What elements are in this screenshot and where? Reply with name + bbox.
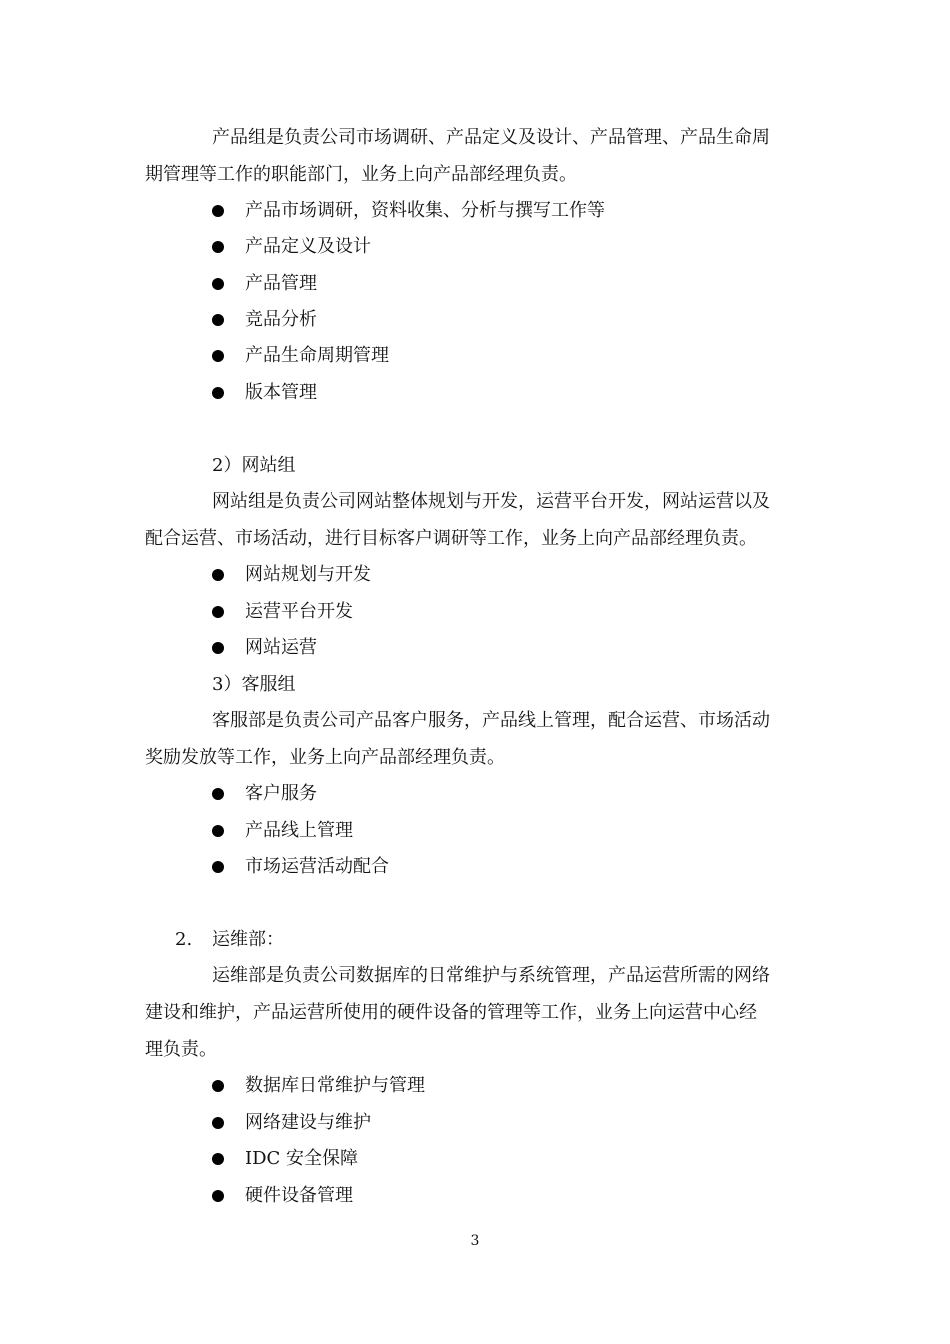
list-item: 运营平台开发 [212,600,353,624]
list-item: 竞品分析 [212,308,317,332]
list-item: 硬件设备管理 [212,1184,353,1208]
paragraph-line: 建设和维护，产品运营所使用的硬件设备的管理等工作，业务上向运营中心经 [145,1002,757,1023]
section-heading: 运维部： [212,929,284,950]
list-item: 产品管理 [212,272,317,296]
bullet-icon [212,606,224,618]
list-item: 产品定义及设计 [212,235,371,259]
paragraph-line: 运维部是负责公司数据库的日常维护与系统管理，产品运营所需的网络 [212,965,770,986]
paragraph-line: 客服部是负责公司产品客户服务，产品线上管理，配合运营、市场活动 [212,710,770,731]
bullet-icon [212,788,224,800]
section-number: 2. [175,929,193,950]
bullet-icon [212,241,224,253]
bullet-icon [212,1190,224,1202]
list-item: 网站运营 [212,636,317,660]
bullet-icon [212,350,224,362]
list-item: 产品线上管理 [212,819,353,843]
bullet-icon [212,861,224,873]
bullet-icon [212,314,224,326]
paragraph-line: 奖励发放等工作，业务上向产品部经理负责。 [145,747,505,768]
paragraph-line: 产品组是负责公司市场调研、产品定义及设计、产品管理、产品生命周 [212,127,770,148]
page-number: 3 [470,1233,480,1249]
bullet-icon [212,387,224,399]
list-item: 产品市场调研，资料收集、分析与撰写工作等 [212,199,605,223]
paragraph-line: 期管理等工作的职能部门，业务上向产品部经理负责。 [145,164,577,185]
list-item: 网络建设与维护 [212,1111,371,1135]
bullet-icon [212,1153,224,1165]
list-item: 市场运营活动配合 [212,855,389,879]
paragraph-line: 网站组是负责公司网站整体规划与开发，运营平台开发，网站运营以及 [212,491,770,512]
bullet-icon [212,278,224,290]
section-heading: 3）客服组 [212,674,296,695]
section-heading: 2）网站组 [212,455,296,476]
list-item: 产品生命周期管理 [212,344,389,368]
bullet-icon [212,205,224,217]
paragraph-line: 配合运营、市场活动，进行目标客户调研等工作，业务上向产品部经理负责。 [145,528,757,549]
list-item: 版本管理 [212,381,317,405]
list-item: 数据库日常维护与管理 [212,1074,425,1098]
list-item: 网站规划与开发 [212,563,371,587]
bullet-icon [212,569,224,581]
bullet-icon [212,642,224,654]
paragraph-line: 理负责。 [145,1039,217,1060]
list-item: 客户服务 [212,782,317,806]
bullet-icon [212,1117,224,1129]
bullet-icon [212,1080,224,1092]
list-item: IDC 安全保障 [212,1147,358,1171]
bullet-icon [212,825,224,837]
